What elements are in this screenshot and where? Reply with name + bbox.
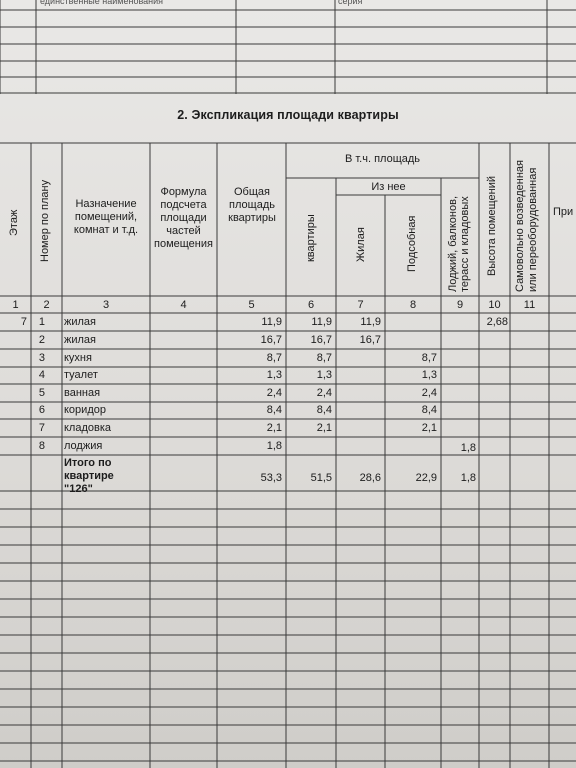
previous-table-cut-text: единственные наименования [40, 0, 164, 6]
cell-plan-number: 6 [38, 404, 45, 416]
cell-plan-number: 5 [38, 387, 45, 399]
cell-total-area: 2,4 [266, 387, 282, 399]
column-number-10: 10 [488, 299, 501, 311]
header-floor: Этаж [8, 209, 20, 236]
header-purpose: Назначение помещений, комнат и т.д. [73, 198, 139, 236]
column-number-7: 7 [357, 299, 364, 311]
header-loggias [447, 184, 471, 292]
cell-total-area: 11,9 [261, 316, 282, 328]
column-number-6: 6 [307, 299, 315, 311]
cell-utility-area: 8,7 [421, 352, 437, 364]
summary-label-line: Итого по [64, 457, 112, 469]
cell-room-name: лоджия [64, 440, 103, 452]
header-loggias-text: Лоджий, балконов, терасс и кладовых [447, 195, 471, 292]
cell-apartment-area: 8,4 [316, 404, 332, 416]
cell-plan-number: 2 [38, 334, 45, 346]
cell-living-area: 16,7 [359, 334, 381, 346]
summary-living-area: 28,6 [359, 472, 381, 484]
column-number-1: 1 [12, 299, 19, 311]
cell-apartment-area: 11,9 [311, 316, 332, 328]
header-total-area: Общая площадь квартиры [228, 186, 276, 224]
summary-label-line: "126" [64, 483, 93, 495]
cell-apartment-area: 2,4 [316, 387, 332, 399]
header-formula: Формула подсчета площади частей помещения [154, 186, 213, 250]
cell-utility-area: 2,4 [421, 387, 437, 399]
section-title: 2. Экспликация площади квартиры [177, 108, 399, 122]
cell-apartment-area: 8,7 [316, 352, 332, 364]
cell-floor: 7 [20, 316, 27, 328]
summary-utility-area: 22,9 [415, 472, 437, 484]
cell-total-area: 8,4 [266, 404, 282, 416]
cell-total-area: 16,7 [260, 334, 282, 346]
summary-apartment-area: 51,5 [310, 472, 332, 484]
cell-apartment-area: 2,1 [316, 422, 332, 434]
header-height: Высота помещений [486, 176, 498, 276]
cell-room-name: кухня [64, 352, 92, 364]
cell-room-name: ванная [64, 387, 101, 399]
column-number-9: 9 [456, 299, 464, 311]
header-plan-number: Номер по плану [39, 179, 51, 262]
cell-utility-area: 8,4 [421, 404, 437, 416]
header-including-area: В т.ч. площадь [344, 153, 421, 165]
cell-total-area: 8,7 [266, 352, 282, 364]
header-extra-cut: При [553, 206, 574, 218]
cell-apartment-area: 1,3 [316, 369, 332, 381]
cell-utility-area: 2,1 [421, 422, 437, 434]
summary-label [64, 457, 114, 496]
cell-height: 2,68 [486, 316, 508, 328]
cell-plan-number: 4 [38, 369, 45, 381]
cell-room-name: коридор [64, 404, 106, 416]
column-number-11: 11 [523, 299, 536, 311]
cell-room-name: кладовка [64, 422, 112, 434]
column-number-8: 8 [409, 299, 417, 311]
cell-living-area: 11,9 [360, 316, 381, 328]
cell-plan-number: 7 [38, 422, 45, 434]
header-living: Жилая [355, 227, 367, 262]
cell-room-name: жилая [64, 334, 96, 346]
column-number-2: 2 [43, 299, 50, 311]
summary-label-line: квартире [64, 470, 114, 482]
header-self-built-text: Самовольно возведенная или переоборудованная [514, 160, 539, 292]
summary-total-area: 53,3 [260, 472, 282, 484]
header-of-which: Из нее [371, 181, 406, 193]
cell-plan-number: 1 [38, 316, 45, 328]
cell-loggia-area: 1,8 [460, 442, 476, 454]
cell-room-name: жилая [64, 316, 96, 328]
cell-room-name: туалет [64, 369, 98, 381]
cell-plan-number: 8 [38, 440, 45, 452]
summary-loggia-area: 1,8 [460, 472, 476, 484]
header-apartments: квартиры [305, 214, 317, 262]
cell-utility-area: 1,3 [421, 369, 437, 381]
column-number-5: 5 [248, 299, 255, 311]
column-number-3: 3 [102, 299, 110, 311]
cell-total-area: 1,3 [266, 369, 282, 381]
header-utility: Подсобная [406, 215, 418, 272]
cell-apartment-area: 16,7 [310, 334, 332, 346]
column-number-4: 4 [180, 299, 187, 311]
previous-table-cut-text-right: серия [338, 0, 363, 6]
cell-total-area: 1,8 [266, 440, 282, 452]
header-self-built [514, 142, 539, 292]
cell-plan-number: 3 [38, 352, 45, 364]
cell-total-area: 2,1 [266, 422, 282, 434]
